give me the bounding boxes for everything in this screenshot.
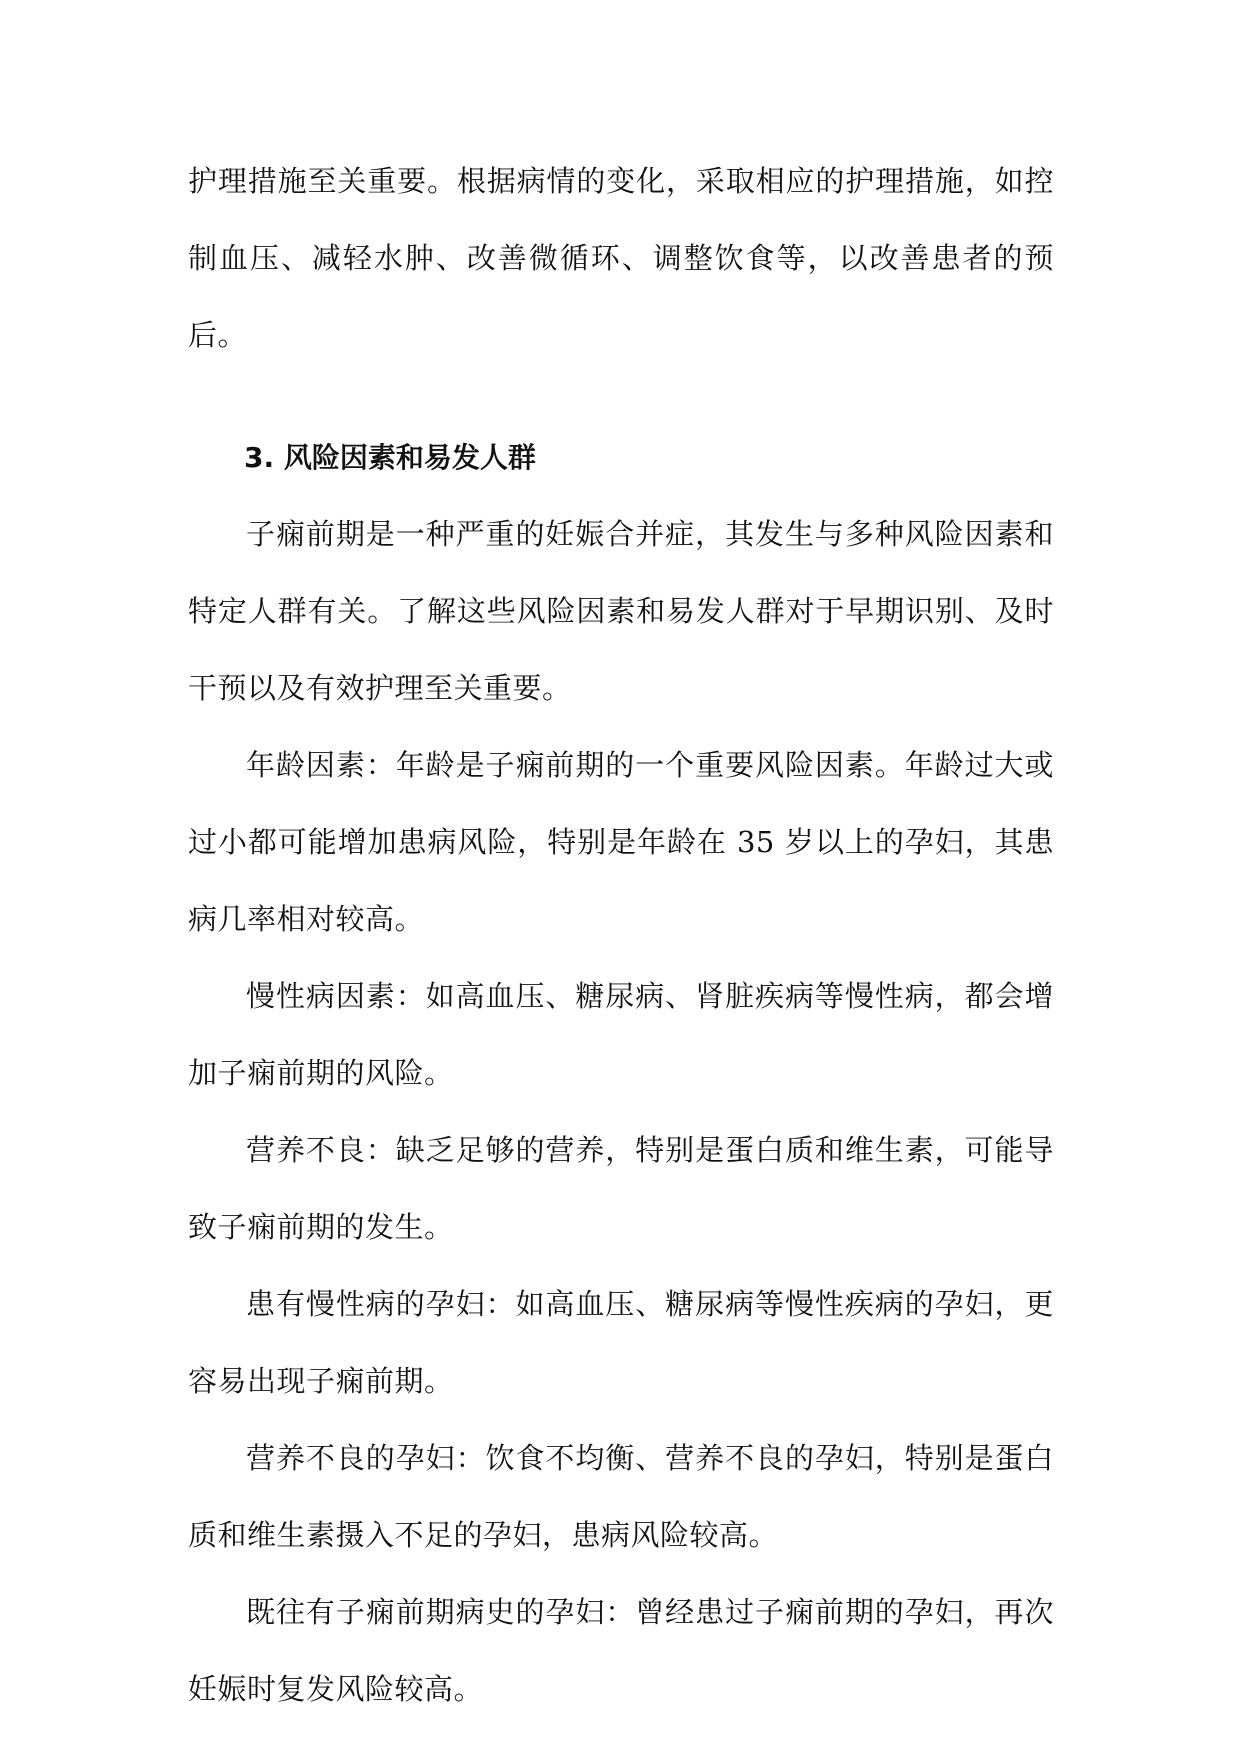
paragraph-intro: 子痫前期是一种严重的妊娠合并症，其发生与多种风险因素和特定人群有关。了解这些风险因素和易发人群对于早期识别、及时干预以及有效护理至关重要。: [188, 517, 1054, 705]
paragraph-age-factor: 年龄因素：年龄是子痫前期的一个重要风险因素。年龄过大或过小都可能增加患病风险，特别是年龄在 35 岁以上的孕妇，其患病几率相对较高。: [188, 748, 1054, 936]
section-gap: [188, 374, 1054, 419]
paragraph-history-group: 既往有子痫前期病史的孕妇：曾经患过子痫前期的孕妇，再次妊娠时复发风险较高。: [188, 1595, 1054, 1706]
paragraph-continued: 护理措施至关重要。根据病情的变化，采取相应的护理措施，如控制血压、减轻水肿、改善微循环、调整饮食等，以改善患者的预后。: [188, 164, 1054, 352]
paragraph-malnutrition-factor: 营养不良：缺乏足够的营养，特别是蛋白质和维生素，可能导致子痫前期的发生。: [188, 1133, 1054, 1244]
section-heading: 3. 风险因素和易发人群: [244, 441, 536, 474]
paragraph-chronic-disease-factor: 慢性病因素：如高血压、糖尿病、肾脏疾病等慢性病，都会增加子痫前期的风险。: [188, 979, 1054, 1090]
paragraph-malnutrition-group: 营养不良的孕妇：饮食不均衡、营养不良的孕妇，特别是蛋白质和维生素摄入不足的孕妇，患病风险较高。: [188, 1441, 1054, 1552]
paragraph-chronic-disease-group: 患有慢性病的孕妇：如高血压、糖尿病等慢性疾病的孕妇，更容易出现子痫前期。: [188, 1287, 1054, 1398]
document-body: [188, 143, 1054, 1728]
